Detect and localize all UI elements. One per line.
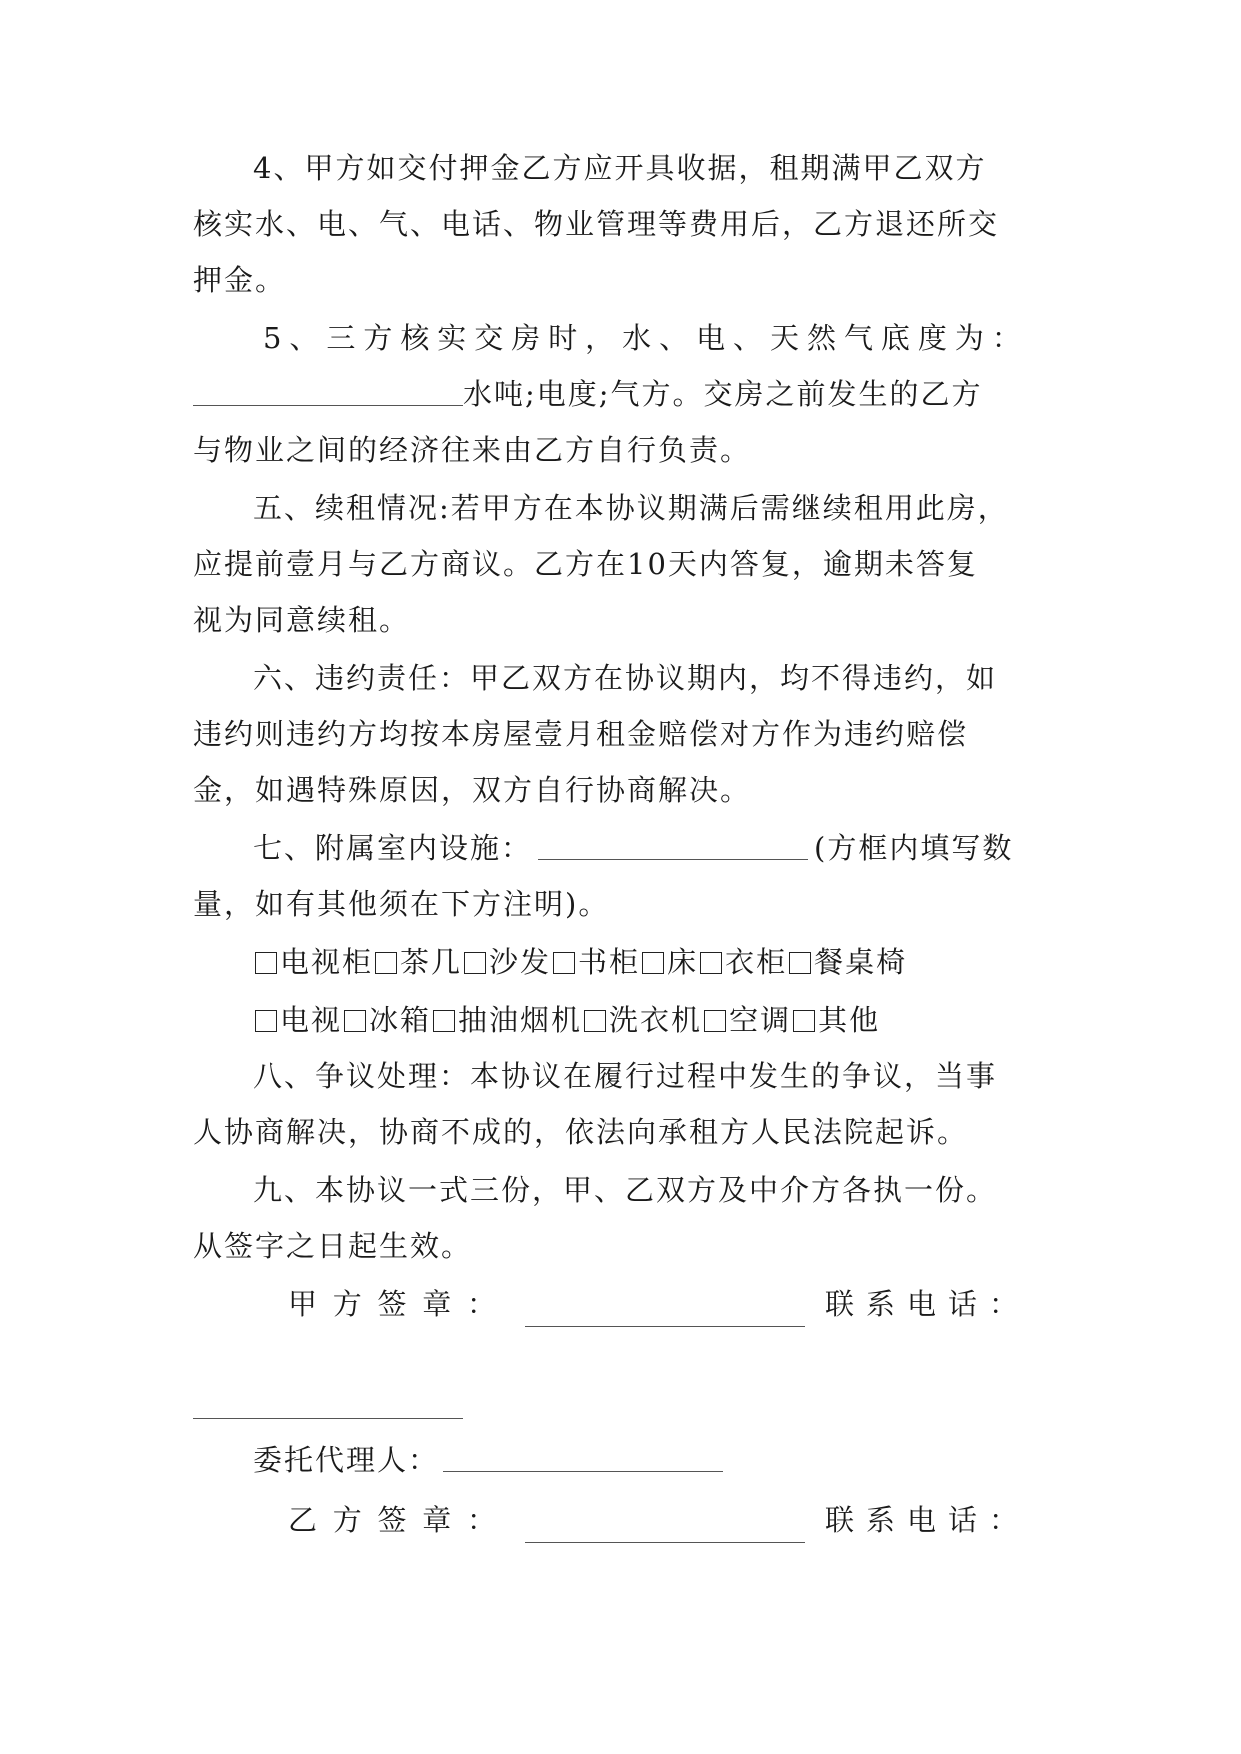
- party-a-phone-label: [825, 1276, 1020, 1332]
- clause-5-char: 电: [696, 321, 728, 355]
- facility-label: 餐桌椅: [814, 945, 908, 979]
- party-b-signature-label: [288, 1492, 498, 1548]
- readings-blank[interactable]: [193, 379, 463, 406]
- label-char: 方: [332, 1503, 364, 1537]
- section-5-line-1: 五、续租情况:若甲方在本协议期满后需继续租用此房，: [253, 491, 1009, 525]
- clause-5-char: 底: [880, 321, 912, 355]
- clause-5-line-1: [263, 310, 1023, 366]
- checkbox[interactable]: [642, 952, 664, 974]
- checkbox[interactable]: [433, 1010, 455, 1032]
- checkbox[interactable]: [700, 952, 722, 974]
- facility-label: 电视柜: [280, 945, 374, 979]
- facility-checklist-row-1: [253, 934, 1113, 990]
- section-9-line-2: 从签字之日起生效。: [193, 1229, 473, 1263]
- party-a-signature-label: [288, 1276, 498, 1332]
- facilities-blank[interactable]: [538, 833, 808, 860]
- clause-5-char: 、: [733, 321, 765, 355]
- facility-label: 书柜: [578, 945, 641, 979]
- section-5-line-2: 应提前壹月与乙方商议。乙方在10天内答复，逾期未答复: [193, 547, 978, 581]
- label-char: 甲: [288, 1287, 320, 1321]
- facility-label: 空调: [729, 1003, 792, 1037]
- label-char: 章: [422, 1503, 454, 1537]
- label-char: 系: [865, 1503, 897, 1537]
- checkbox[interactable]: [464, 952, 486, 974]
- label-char: ：: [466, 1503, 498, 1537]
- label-char: 电: [906, 1503, 938, 1537]
- checkbox[interactable]: [789, 952, 811, 974]
- clause-5-char: ，: [585, 321, 617, 355]
- clause-5-char: 方: [363, 321, 395, 355]
- clause-4-line-3: 押金。: [193, 263, 287, 297]
- section-6-line-1: 六、违约责任：甲乙双方在协议期内，均不得违约，如: [253, 661, 998, 695]
- utility-readings-text: 水吨;电度;气方。交房之前发生的乙方: [463, 377, 983, 411]
- agent-line: [253, 1432, 1113, 1488]
- clause-5-char: 5: [263, 321, 284, 355]
- section-7-line-1: [253, 820, 1113, 876]
- checkbox[interactable]: [704, 1010, 726, 1032]
- section-5-line-3: 视为同意续租。: [193, 603, 411, 637]
- label-char: 电: [906, 1287, 938, 1321]
- clause-5-char: 天: [770, 321, 802, 355]
- clause-5-char: 交: [474, 321, 506, 355]
- facility-checklist-row-2: [253, 992, 1113, 1048]
- clause-5-char: 水: [622, 321, 654, 355]
- section-6-line-3: 金，如遇特殊原因，双方自行协商解决。: [193, 773, 752, 807]
- clause-5-char: 、: [659, 321, 691, 355]
- label-char: 联: [825, 1287, 857, 1321]
- checkbox[interactable]: [255, 1010, 277, 1032]
- section-6-line-2: 违约则违约方均按本房屋壹月租金赔偿对方作为违约赔偿: [193, 717, 969, 751]
- label-char: 话: [947, 1287, 979, 1321]
- label-char: 方: [332, 1287, 364, 1321]
- facility-label: 沙发: [489, 945, 552, 979]
- clause-5-char: 气: [843, 321, 875, 355]
- checkbox[interactable]: [255, 952, 277, 974]
- clause-5-char: 度: [917, 321, 949, 355]
- agent-blank[interactable]: [443, 1445, 723, 1472]
- agent-label: 委托代理人：: [253, 1443, 440, 1477]
- party-a-phone-blank[interactable]: [193, 1392, 463, 1419]
- party-b-signature-blank[interactable]: [525, 1516, 805, 1543]
- label-char: 乙: [288, 1503, 320, 1537]
- facility-label: 冰箱: [369, 1003, 432, 1037]
- label-char: ：: [988, 1287, 1020, 1321]
- facility-label: 茶几: [400, 945, 463, 979]
- label-char: ：: [988, 1503, 1020, 1537]
- label-char: 签: [377, 1503, 409, 1537]
- clause-5-char: 然: [806, 321, 838, 355]
- facility-label: 衣柜: [725, 945, 788, 979]
- clause-4-line-2: 核实水、电、气、电话、物业管理等费用后，乙方退还所交: [193, 207, 1000, 241]
- clause-5-char: 、: [289, 321, 321, 355]
- clause-5-char: 实: [437, 321, 469, 355]
- clause-5-char: 核: [400, 321, 432, 355]
- section-7-label: 七、附属室内设施：: [253, 831, 533, 865]
- clause-5-char: 为: [954, 321, 986, 355]
- clause-5-char: 房: [511, 321, 543, 355]
- clause-5-line-3: 与物业之间的经济往来由乙方自行负责。: [193, 433, 752, 467]
- facility-label: 洗衣机: [609, 1003, 703, 1037]
- facility-label: 电视: [280, 1003, 343, 1037]
- clause-5-char: 时: [548, 321, 580, 355]
- label-char: ：: [466, 1287, 498, 1321]
- section-7-suffix: (方框内填写数: [814, 831, 1014, 865]
- clause-4-line-1: 4、甲方如交付押金乙方应开具收据，租期满甲乙双方: [253, 151, 987, 185]
- clause-5-line-2: [193, 366, 1053, 422]
- section-8-line-2: 人协商解决，协商不成的，依法向承租方人民法院起诉。: [193, 1115, 969, 1149]
- checkbox[interactable]: [553, 952, 575, 974]
- section-9-line-1: 九、本协议一式三份，甲、乙双方及中介方各执一份。: [253, 1173, 998, 1207]
- party-a-signature-blank[interactable]: [525, 1300, 805, 1327]
- checkbox[interactable]: [344, 1010, 366, 1032]
- checkbox[interactable]: [375, 952, 397, 974]
- facility-label: 床: [667, 945, 699, 979]
- party-b-phone-label: [825, 1492, 1020, 1548]
- clause-5-char: 三: [326, 321, 358, 355]
- label-char: 话: [947, 1503, 979, 1537]
- checkbox[interactable]: [584, 1010, 606, 1032]
- label-char: 签: [377, 1287, 409, 1321]
- facility-label: 其他: [818, 1003, 881, 1037]
- facility-label: 抽油烟机: [458, 1003, 583, 1037]
- label-char: 系: [865, 1287, 897, 1321]
- label-char: 章: [422, 1287, 454, 1321]
- label-char: 联: [825, 1503, 857, 1537]
- section-8-line-1: 八、争议处理：本协议在履行过程中发生的争议，当事: [253, 1059, 998, 1093]
- checkbox[interactable]: [793, 1010, 815, 1032]
- section-7-line-2: 量，如有其他须在下方注明)。: [193, 887, 610, 921]
- clause-5-char: ：: [991, 321, 1023, 355]
